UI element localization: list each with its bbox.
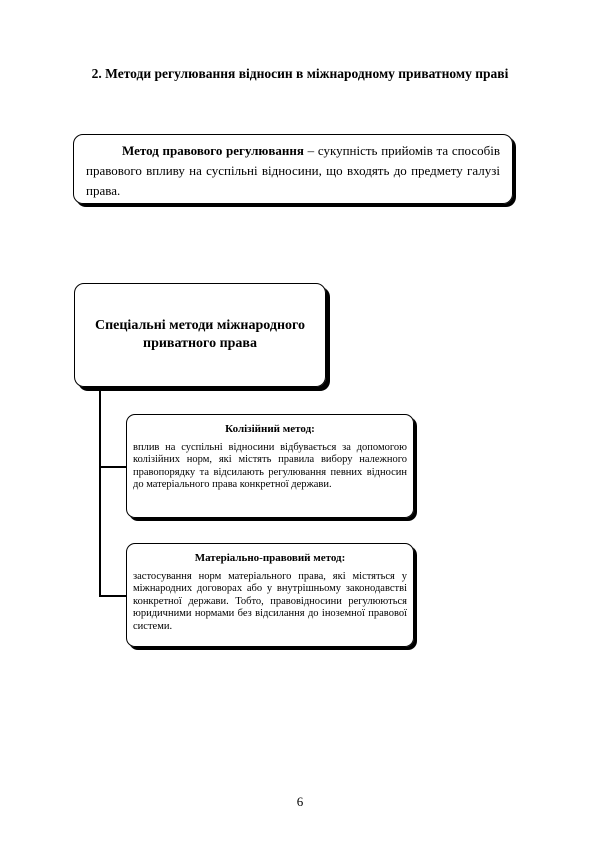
definition-term: Метод правового регулювання	[122, 143, 304, 158]
special-methods-title: Спеціальні методи міжнародного приватного права	[94, 318, 306, 351]
conflict-method-title: Колізійний метод:	[225, 423, 315, 435]
tree-connector-vertical	[99, 389, 101, 597]
substantive-method-text: застосування норм матеріального права, які містяться у міжнародних договорах або у внутрішньому законодавстві конкретної держави. Тобто, правовідносини регулюються юридичними нормами без відсилання до іноземної правової системи.	[133, 570, 407, 632]
section-heading: 2. Методи регулювання відносин в міжнародному приватному праві	[91, 66, 509, 81]
definition-text	[86, 141, 500, 201]
special-methods-box	[74, 283, 326, 387]
conflict-method-box	[126, 414, 414, 518]
definition-dash: –	[303, 143, 318, 158]
definition-box	[73, 134, 513, 204]
substantive-method-box	[126, 543, 414, 647]
tree-connector-branch-1	[99, 466, 127, 468]
page-number: 6	[296, 794, 304, 809]
conflict-method-text: вплив на суспільні відносини відбувається за допомогою колізійних норм, які містять правила вибору належного правопорядку та відсилають регулювання певних відносин до матеріального права конкретної держави.	[133, 441, 407, 491]
substantive-method-title: Матеріально-правовий метод:	[194, 552, 346, 564]
definition-body: сукупність прийомів та способів правового впливу на суспільні відносини, що входять до предмету галузі права.	[86, 143, 501, 198]
tree-connector-branch-2	[99, 595, 127, 597]
